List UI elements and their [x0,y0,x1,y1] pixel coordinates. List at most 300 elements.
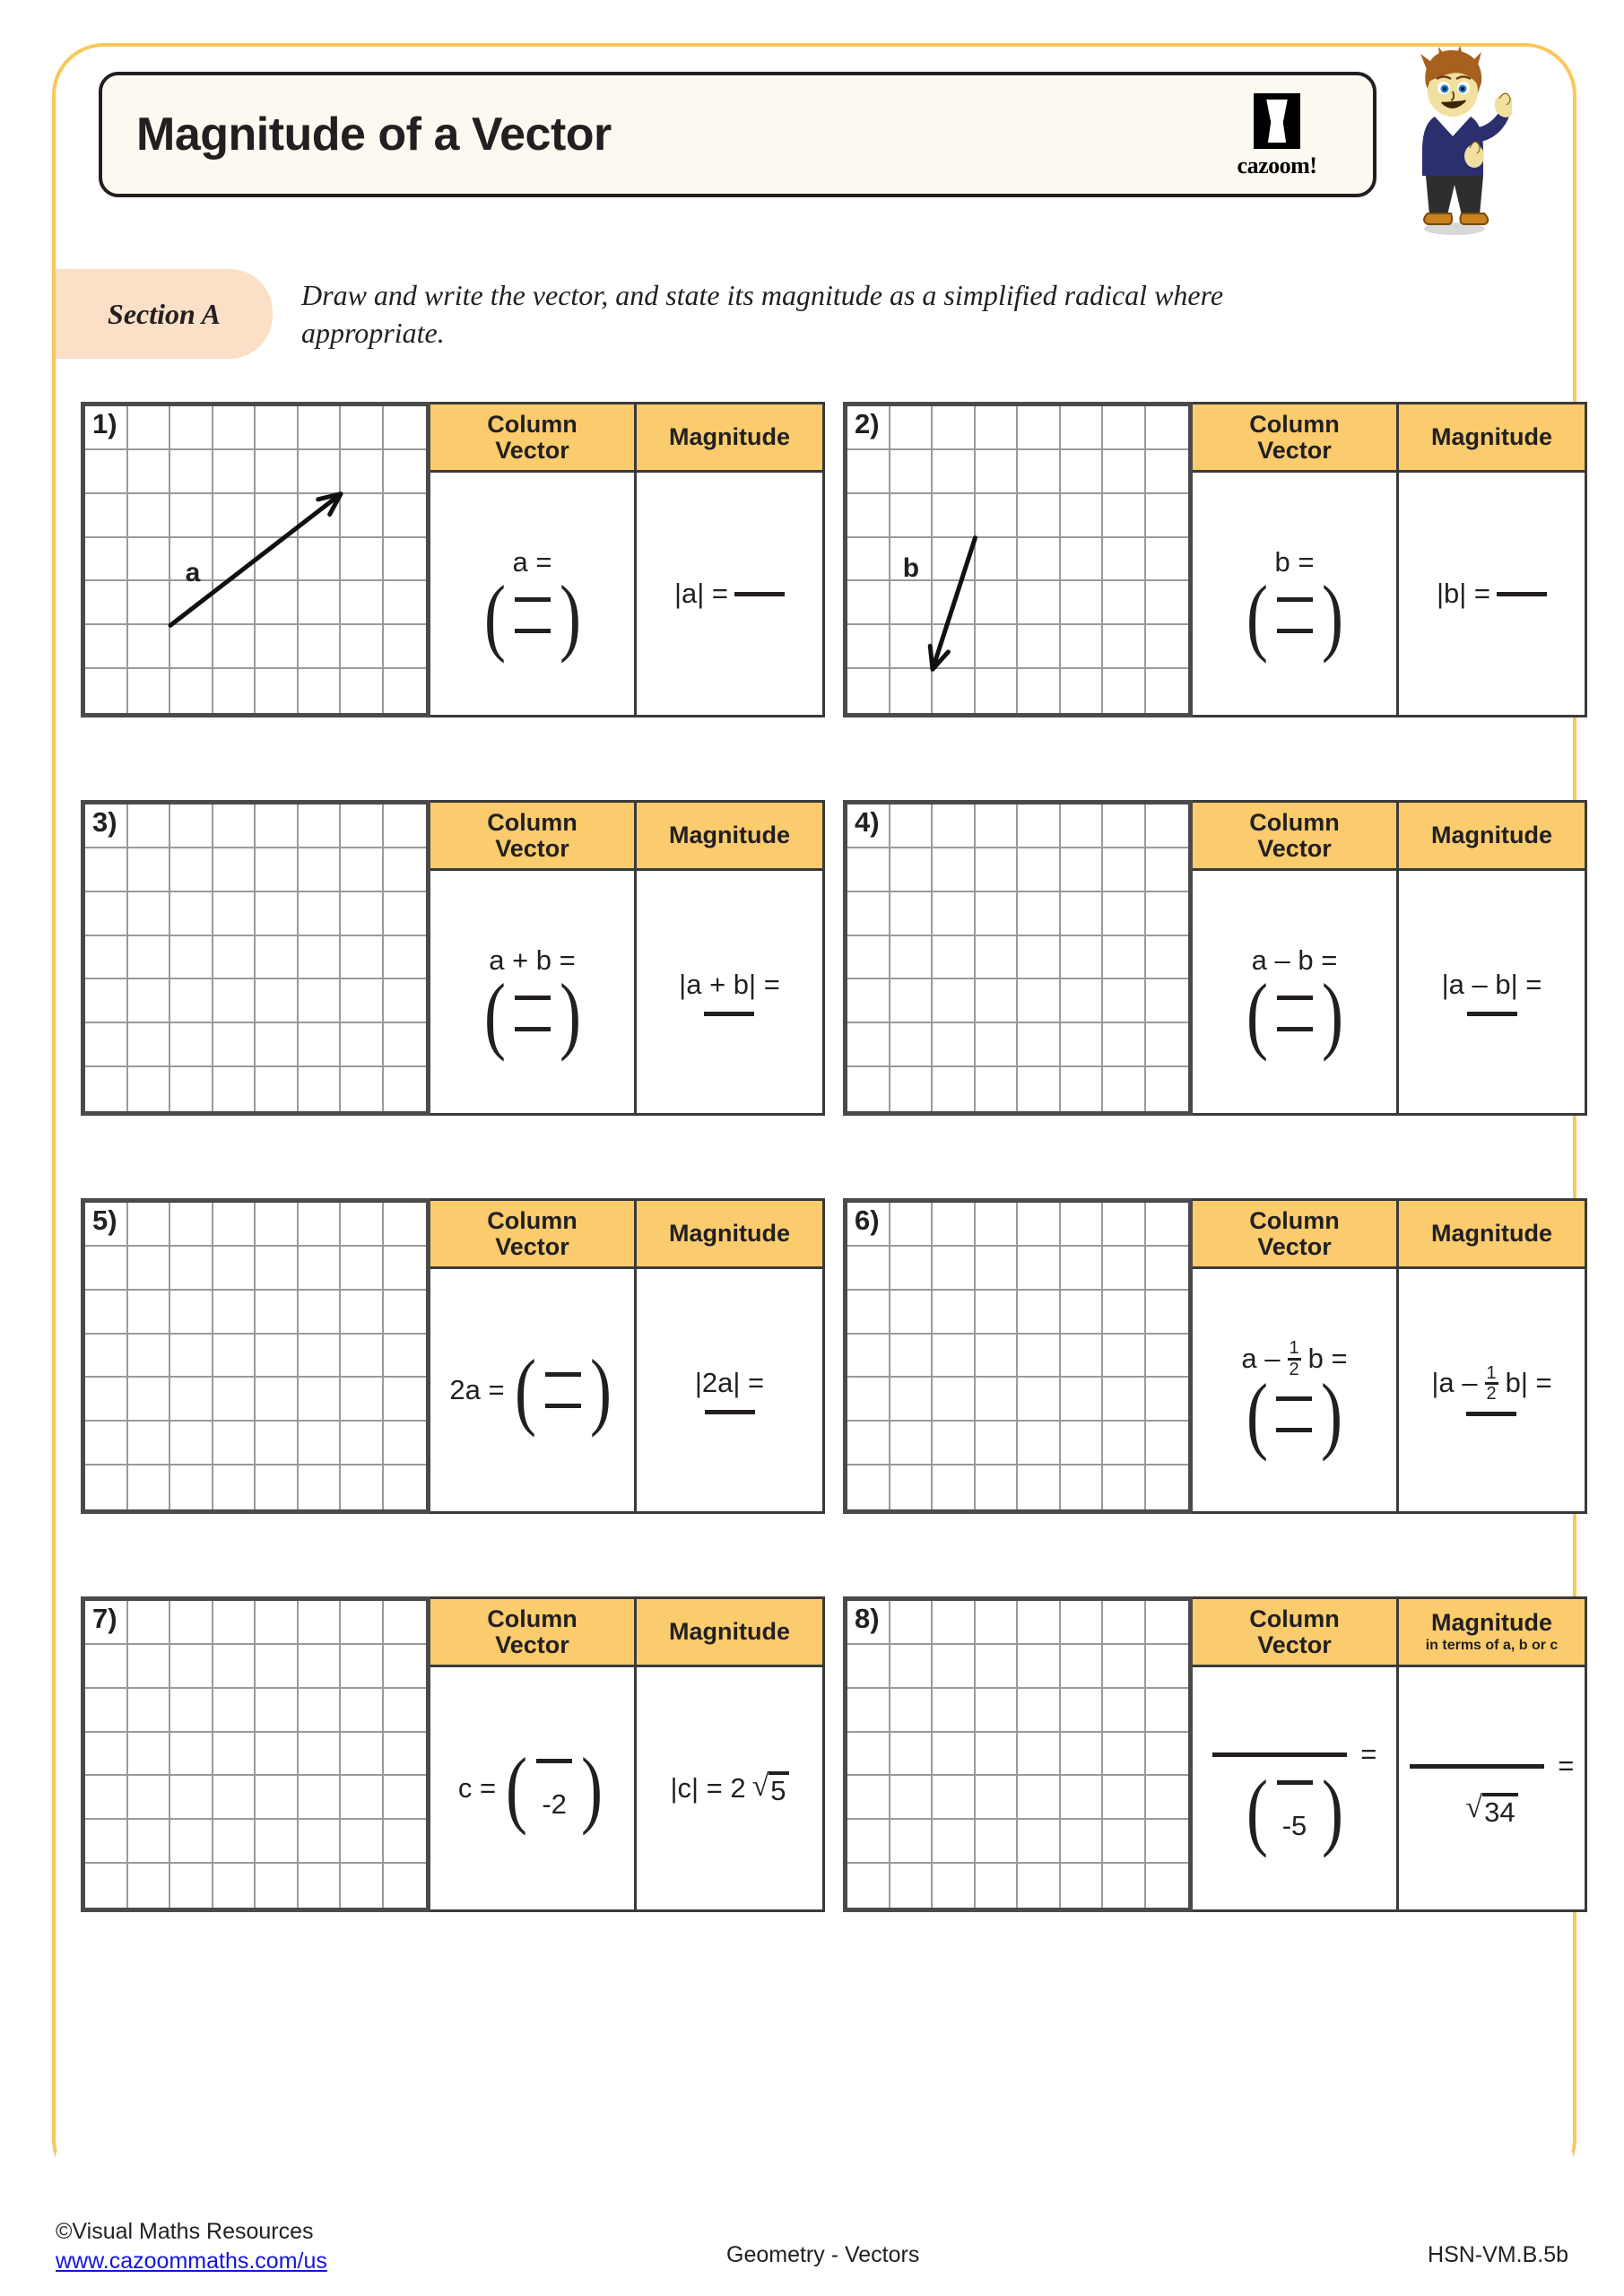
vector-top-blank[interactable] [1275,1396,1313,1401]
grid-cell [256,1067,299,1111]
grid-cell [1018,1067,1061,1111]
magnitude-answer-area[interactable] [1399,1269,1585,1511]
vector-grid[interactable] [843,1596,1193,1912]
grid-cell [890,1422,934,1465]
column-vector-expression: a + b = ( ) [481,944,585,1040]
grid-cell [847,1776,890,1820]
grid-cell [1146,1023,1189,1067]
magnitude-pane [1399,800,1587,1116]
column-vector-answer-area[interactable] [430,871,634,1113]
vector-bottom-blank[interactable] [514,1027,551,1031]
grid-cell [1061,1864,1104,1908]
grid-cell [890,892,934,936]
grid-cell [847,1864,890,1908]
footer-website-link[interactable]: www.cazoommaths.com/us [56,2248,327,2274]
column-vector-pane [1193,1596,1399,1912]
grid-cell [1103,848,1146,892]
grid-cell [128,1776,171,1820]
question-number: 6) [855,1205,880,1236]
grid-cell [976,1776,1019,1820]
grid-cell [1061,1023,1104,1067]
mascot-boy-icon [1395,45,1512,238]
grid-cell [213,1067,256,1111]
grid-cell [341,1820,384,1864]
vector-grid[interactable] [843,402,1193,718]
grid-cell [890,1247,934,1291]
grid-cell [170,1023,213,1067]
grid-cell [128,1335,171,1378]
answer-blank[interactable] [1410,1764,1544,1769]
magnitude-answer-area[interactable] [1399,871,1585,1113]
grid-cell [1061,1247,1104,1291]
vector-top-blank[interactable] [514,996,551,1000]
magnitude-expression: |a – $\frac{1}{2}$ b| = [1431,1364,1551,1417]
grid-cell [170,848,213,892]
grid-cell [299,1820,342,1864]
magnitude-header-label: Magnitude [1431,822,1552,849]
grid-cell [1018,848,1061,892]
column-vector-entries [509,996,556,1031]
magnitude-pane [637,1198,825,1514]
magnitude-header [637,1599,822,1667]
grid-cell [341,848,384,892]
grid-cells [847,1203,1188,1509]
grid-cell [256,1023,299,1067]
grid-cell [384,936,427,980]
grid-cell [976,1023,1019,1067]
grid-cell [933,1203,976,1247]
grid-cell [1103,1601,1146,1645]
vector-bottom-blank[interactable] [1275,1428,1313,1432]
grid-cell [1146,1067,1189,1111]
grid-cell [1061,892,1104,936]
page-footer [0,2217,1624,2296]
column-vector-entries [1272,1780,1318,1842]
answer-blank[interactable] [1212,1752,1347,1757]
grid-cell [976,1689,1019,1733]
magnitude-header-label: Magnitude [669,423,790,451]
grid-cell [1061,1645,1104,1689]
grid-cell [1146,1335,1189,1378]
column-vector-header-label: Column Vector [1249,1206,1340,1260]
question-card [81,1596,789,1912]
grid-cell [256,892,299,936]
column-vector-answer-area[interactable] [1193,871,1396,1113]
column-vector-header [430,1599,634,1667]
grid-cell [933,1864,976,1908]
grid-cell [170,892,213,936]
question-card [843,800,1551,1116]
grid-cell [128,1378,171,1422]
grid-cell [933,1820,976,1864]
grid-cell [976,936,1019,980]
vector-arrow-a [85,406,426,713]
grid-cell [1061,936,1104,980]
grid-cell [847,1465,890,1509]
column-vector-entries [540,1372,586,1408]
column-vector-bracket [481,567,585,664]
right-paren: ) [1321,567,1343,664]
grid-cell [128,936,171,980]
grid-cell [341,1733,384,1777]
column-vector-header-label: Column Vector [487,808,578,862]
grid-cell [213,1023,256,1067]
grid-cell [1146,936,1189,980]
grid-cell [213,936,256,980]
question-number: 2) [855,408,880,439]
grid-cell [341,1067,384,1111]
grid-cell [341,1247,384,1291]
grid-cell [1103,1067,1146,1111]
cup-glyph [1264,100,1290,143]
radicand: 34 [1482,1793,1517,1827]
grid-cell [1018,1776,1061,1820]
magnitude-answer-blank[interactable] [705,1410,755,1414]
magnitude-answer-area[interactable] [1399,473,1585,715]
vector-grid[interactable] [81,1596,430,1912]
column-vector-pane [430,402,637,718]
left-paren: ( [514,1342,536,1439]
magnitude-answer-area[interactable] [637,473,822,715]
radicand: 5 [769,1771,788,1805]
grid-cell [170,1645,213,1689]
column-vector-entries [1272,996,1318,1031]
section-header [56,269,1401,359]
column-vector-entries [531,1759,578,1818]
vector-label: a [185,557,201,587]
grid-cell [213,1776,256,1820]
grid-cell [1018,1422,1061,1465]
vector-top-blank[interactable] [544,1372,582,1377]
grid-cell [847,1733,890,1777]
grid-cell [213,1645,256,1689]
magnitude-answer-blank[interactable] [1497,592,1547,596]
left-paren: ( [1246,1366,1268,1463]
magnitude-pane [1399,1596,1587,1912]
right-paren: ) [559,965,581,1062]
grid-cell [170,1422,213,1465]
question-card [81,1198,789,1514]
grid-cell [213,1378,256,1422]
question-card [843,1596,1575,1912]
grid-cell [128,1247,171,1291]
magnitude-header [637,803,822,871]
grid-cell [1146,1645,1189,1689]
left-paren: ( [1246,1761,1268,1858]
vector-grid[interactable] [81,1198,430,1514]
grid-cell [85,1067,128,1111]
column-vector-header [1193,803,1396,871]
grid-cell [341,1023,384,1067]
grid-cell [847,892,890,936]
grid-cell [384,848,427,892]
grid-cell [170,1776,213,1820]
grid-cell [256,1820,299,1864]
vector-grid[interactable] [843,1198,1193,1514]
grid-cell [1061,848,1104,892]
grid-cell [1018,936,1061,980]
magnitude-header-label: Magnitude [669,1618,790,1646]
grid-cell [299,804,342,848]
grid-cell [341,936,384,980]
fraction-numerator: 1 [1289,1338,1299,1359]
column-vector-answer-area[interactable] [430,1667,634,1909]
grid-cell [384,1335,427,1378]
grid-cell [170,1247,213,1291]
frame-bottom-gap [56,2152,1573,2197]
magnitude-expression: |a – b| = [1442,968,1542,1016]
radical-sign: √ [751,1769,769,1803]
grid-cell [213,1689,256,1733]
grid-cell [976,1601,1019,1645]
magnitude-answer-blank[interactable] [734,592,785,596]
grid-cell [933,848,976,892]
grid-cell [890,1378,934,1422]
grid-cell [1018,892,1061,936]
grid-cell [128,1422,171,1465]
grid-cell [85,892,128,936]
grid-cell [213,1203,256,1247]
grid-cell [128,1820,171,1864]
column-vector-header [1193,404,1396,473]
grid-cell [933,1645,976,1689]
column-vector-pane [1193,1198,1399,1514]
grid-cell [1146,1465,1189,1509]
grid-cell [933,804,976,848]
grid-cell [128,1733,171,1777]
grid-cell [341,1645,384,1689]
grid-cell [384,1776,427,1820]
question-number: 4) [855,806,880,838]
fraction-denominator: 2 [1289,1359,1299,1379]
grid-cell [1061,1067,1104,1111]
grid-cell [1146,1378,1189,1422]
column-vector-entries [509,597,556,633]
fraction-numerator: 1 [1486,1362,1497,1383]
grid-cell [890,1465,934,1509]
radical-sign: √ [1465,1791,1483,1825]
grid-cell [85,1689,128,1733]
grid-cell [299,1422,342,1465]
grid-cell [384,1422,427,1465]
magnitude-answer-area[interactable] [637,1667,822,1909]
grid-cell [128,1864,171,1908]
grid-cell [847,1291,890,1335]
column-vector-header [430,803,634,871]
grid-cell [341,1601,384,1645]
column-vector-answer-area[interactable] [430,1269,634,1511]
grid-cell [890,1733,934,1777]
grid-cell [1103,1335,1146,1378]
grid-cell [213,1291,256,1335]
grid-cell [847,848,890,892]
column-vector-expression: a – b = ( ) [1243,944,1347,1040]
column-vector-answer-area[interactable] [1193,1269,1396,1511]
grid-cell [976,1291,1019,1335]
column-vector-entries [1272,597,1318,633]
question-number: 1) [92,408,117,439]
magnitude-header [1399,1599,1585,1667]
grid-cell [341,1203,384,1247]
column-vector-answer-area[interactable] [1193,473,1396,715]
column-vector-answer-area[interactable] [1193,1667,1396,1909]
grid-cell [341,1864,384,1908]
vector-top-blank[interactable] [514,597,551,602]
grid-cell [384,1601,427,1645]
question-card [843,1198,1551,1514]
magnitude-header-label: Magnitude [1431,1609,1552,1637]
grid-cell [170,1733,213,1777]
grid-cell [256,848,299,892]
magnitude-header [1399,1201,1585,1269]
grid-cell [1061,1335,1104,1378]
grid-cell [213,979,256,1023]
grid-cell [170,936,213,980]
question-card [81,800,789,1116]
grid-cell [1061,1378,1104,1422]
grid-cell [1146,1601,1189,1645]
grid-cell [1146,848,1189,892]
vector-grid[interactable] [81,800,430,1116]
vector-grid[interactable] [81,402,430,718]
grid-cell [976,979,1019,1023]
grid-cell [384,1820,427,1864]
grid-cell [1103,1776,1146,1820]
grid-cell [890,1067,934,1111]
grid-cell [976,1645,1019,1689]
grid-cell [256,1422,299,1465]
grid-cell [1061,1776,1104,1820]
question-number: 8) [855,1603,880,1634]
grid-cell [976,1465,1019,1509]
grid-cell [1103,979,1146,1023]
grid-cell [213,848,256,892]
grid-cell [341,1776,384,1820]
grid-cell [170,979,213,1023]
magnitude-answer-blank[interactable] [704,1012,754,1016]
magnitude-pane [1399,1198,1587,1514]
grid-cell [1061,1465,1104,1509]
grid-cell [1146,1776,1189,1820]
grid-cell [85,848,128,892]
grid-cell [933,1378,976,1422]
magnitude-answer-blank[interactable] [1467,1012,1517,1016]
grid-cell [384,1291,427,1335]
vector-top-blank[interactable] [1276,996,1314,1000]
cazoom-cup-logo-icon [1254,93,1300,149]
grid-cell [341,1335,384,1378]
left-paren: ( [506,1740,528,1837]
grid-cell [1146,804,1189,848]
magnitude-expression: |a + b| = [679,968,780,1016]
grid-cell [1103,1247,1146,1291]
grid-cell [1146,1291,1189,1335]
vector-bottom-blank[interactable] [1276,629,1314,633]
grid-cell [890,1291,934,1335]
vector-bottom-value[interactable]: -2 [542,1788,567,1820]
left-paren: ( [483,965,506,1062]
right-paren: ) [589,1342,612,1439]
page-title: Magnitude of a Vector [136,109,612,161]
vector-bottom-blank[interactable] [544,1404,582,1408]
magnitude-header [637,1201,822,1269]
vector-grid[interactable] [843,800,1193,1116]
column-vector-answer-area[interactable] [430,473,634,715]
grid-cell [1018,1335,1061,1378]
grid-cell [128,1023,171,1067]
magnitude-answer-area[interactable] [637,1269,822,1511]
grid-cell [1018,979,1061,1023]
magnitude-header [1399,404,1585,473]
vector-top-blank[interactable] [1276,1780,1314,1785]
grid-cell [1103,804,1146,848]
grid-cell [213,1465,256,1509]
magnitude-header-label: Magnitude [669,1220,790,1248]
grid-cell [384,892,427,936]
grid-cell [85,1378,128,1422]
vector-top-blank[interactable] [535,1759,573,1763]
grid-cell [299,1689,342,1733]
grid-cell [256,1378,299,1422]
left-paren: ( [1246,965,1268,1062]
vector-bottom-blank[interactable] [514,629,551,633]
grid-cell [384,1689,427,1733]
footer-code: HSN-VM.B.5b [1428,2242,1568,2267]
grid-cell [85,1864,128,1908]
grid-cell [128,1203,171,1247]
grid-cell [341,1689,384,1733]
grid-cell [933,1247,976,1291]
grid-cell [933,936,976,980]
grid-cell [890,1335,934,1378]
magnitude-answer-blank[interactable] [1466,1412,1516,1416]
vector-top-blank[interactable] [1276,597,1314,602]
magnitude-header [637,404,822,473]
grid-cell [256,1601,299,1645]
grid-cell [85,1291,128,1335]
grid-cell [341,804,384,848]
grid-cell [299,979,342,1023]
grid-cell [299,1335,342,1378]
column-vector-expression: 2a = ( ) [449,1363,614,1417]
grid-cell [976,1335,1019,1378]
grid-cell [1061,1291,1104,1335]
grid-cell [170,1601,213,1645]
grid-cell [890,1864,934,1908]
column-vector-header [1193,1599,1396,1667]
grid-cell [256,1203,299,1247]
grid-cell [170,1203,213,1247]
grid-cell [1103,1733,1146,1777]
grid-cell [847,1645,890,1689]
vector-bottom-blank[interactable] [1276,1027,1314,1031]
magnitude-answer-area[interactable] [637,871,822,1113]
grid-cell [1103,892,1146,936]
grid-cell [847,1689,890,1733]
magnitude-expression: |c| = 2 √ 5 [670,1771,788,1806]
column-vector-pane [430,1198,637,1514]
grid-cell [1146,1864,1189,1908]
grid-cell [384,804,427,848]
vector-bottom-value[interactable]: -5 [1281,1810,1307,1842]
magnitude-answer-area[interactable] [1399,1667,1585,1909]
grid-cell [256,1864,299,1908]
grid-cell [976,892,1019,936]
grid-cell [933,1465,976,1509]
grid-cell [85,936,128,980]
grid-cell [1018,1247,1061,1291]
grid-cell [1103,1689,1146,1733]
